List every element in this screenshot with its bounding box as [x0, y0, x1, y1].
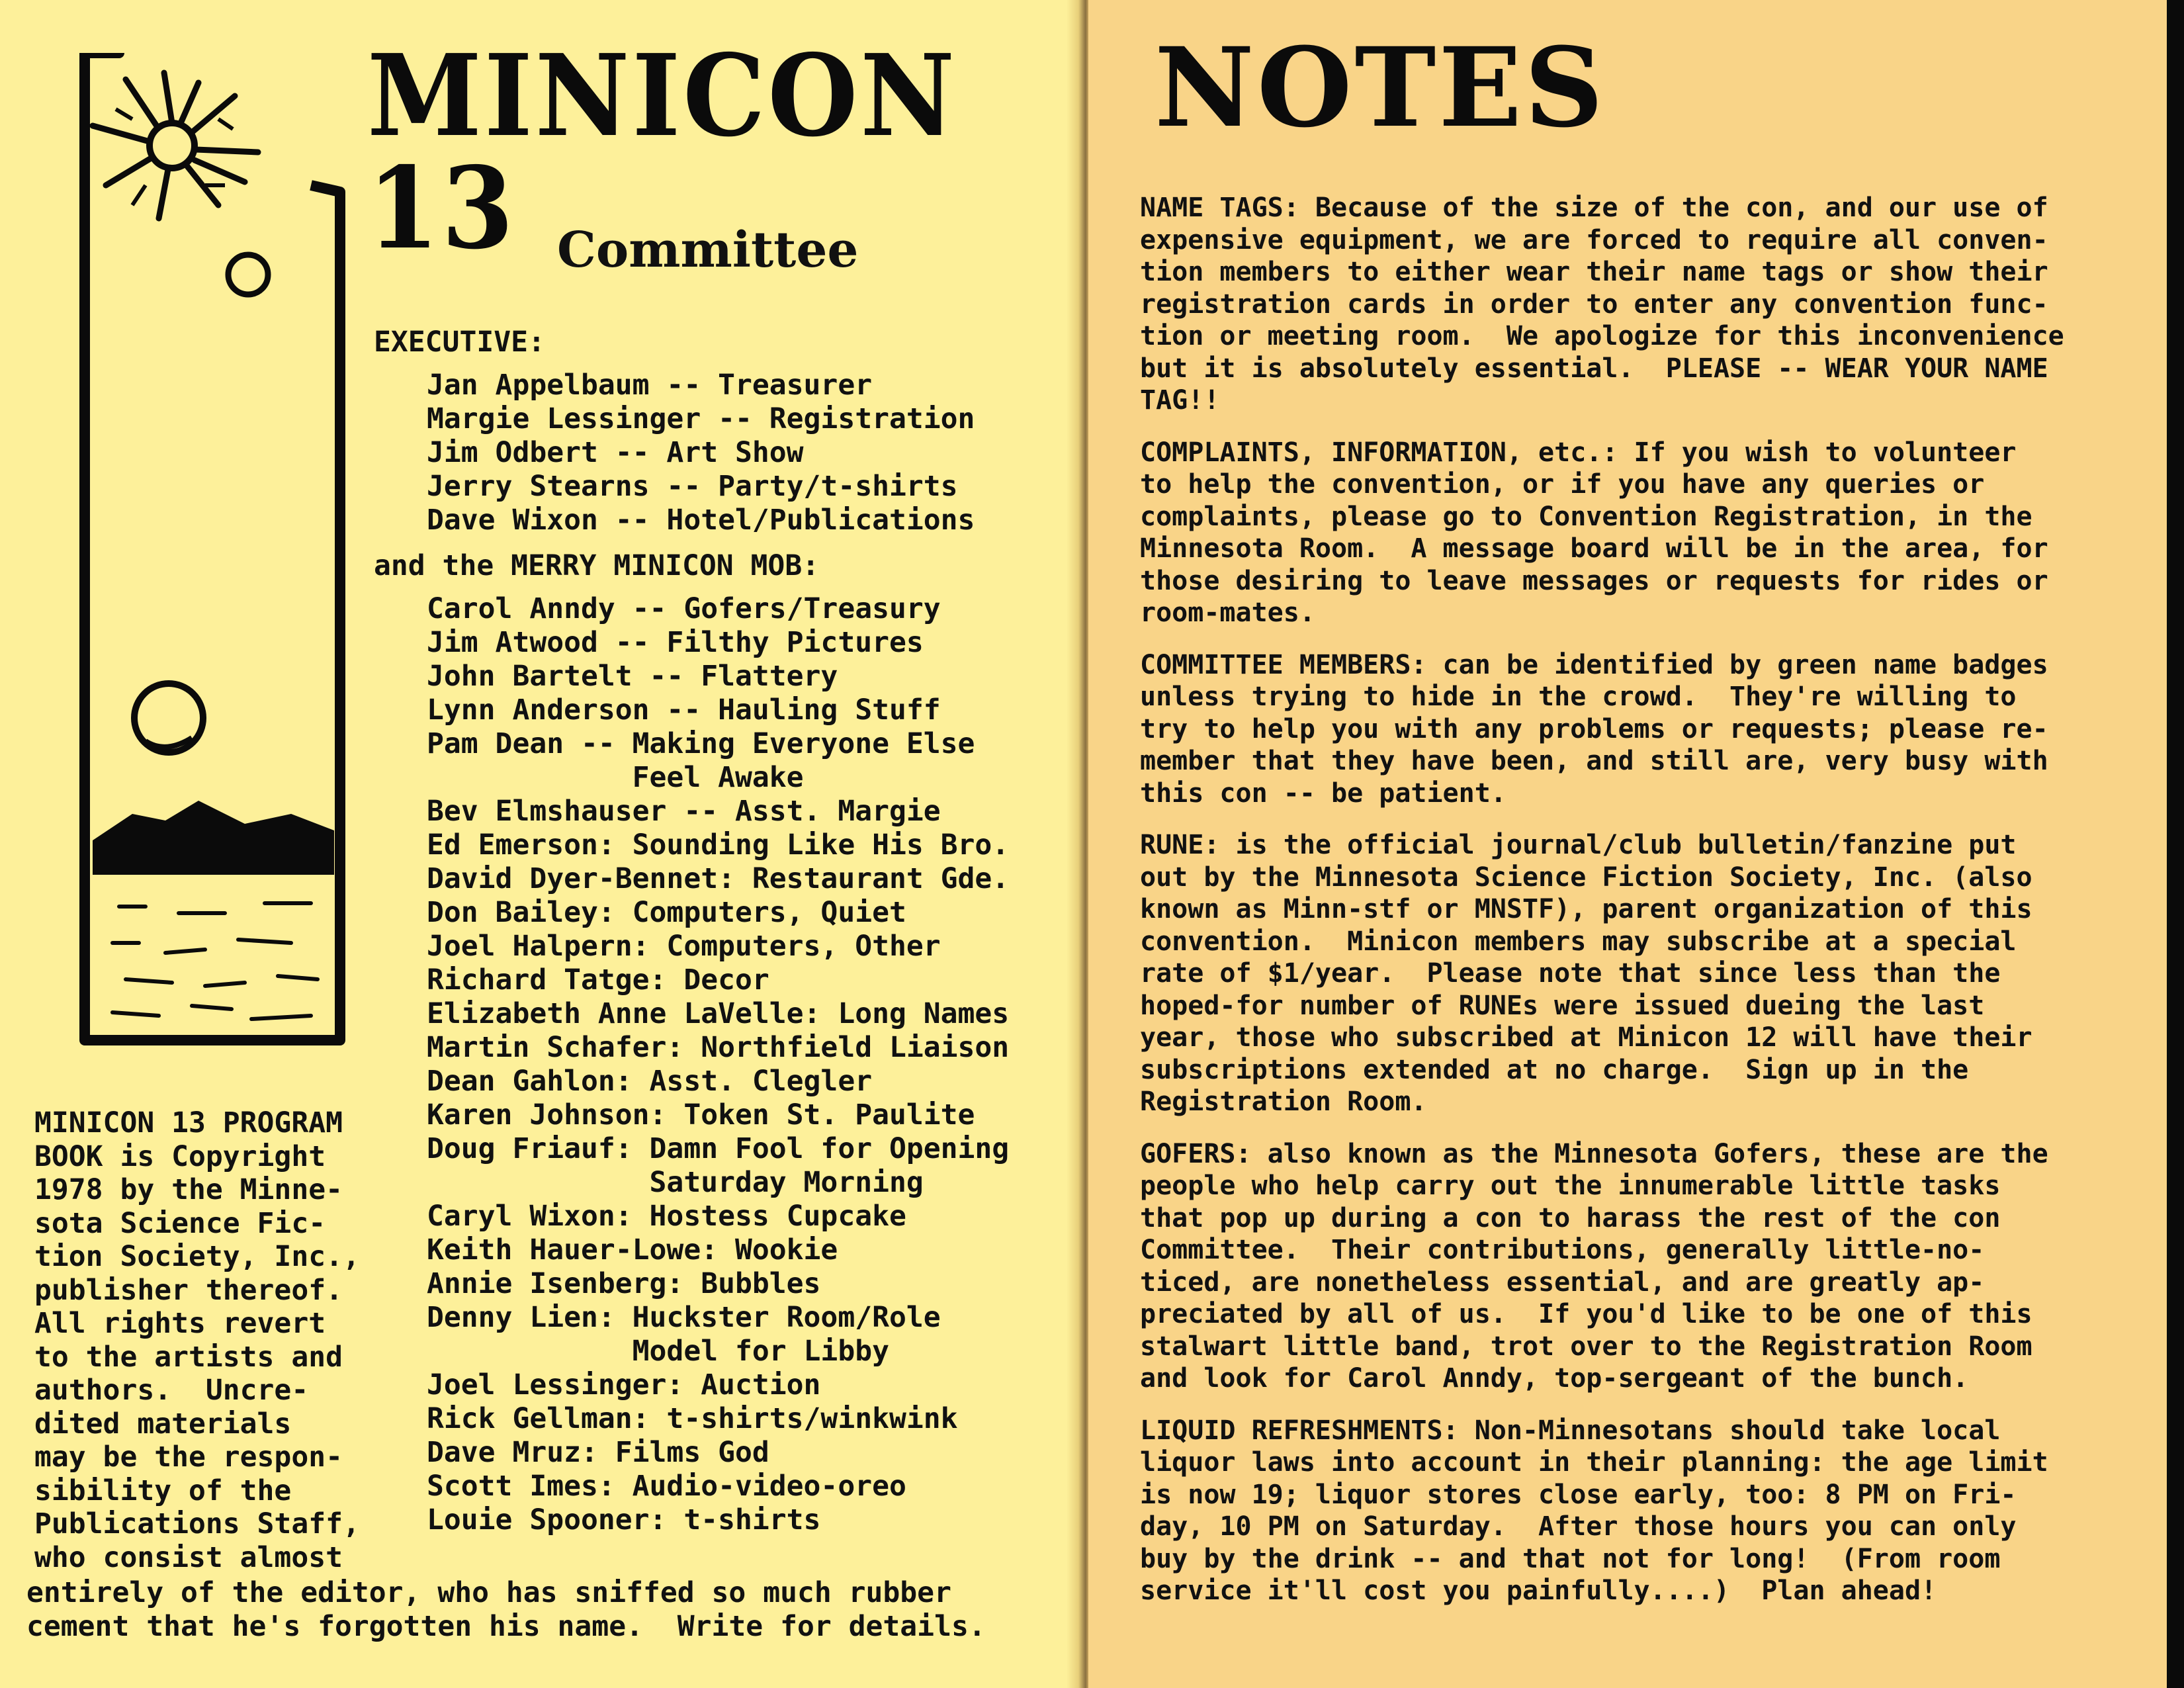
mob-entry: Dave Mruz: Films God	[427, 1436, 769, 1469]
note-name-tags: NAME TAGS: Because of the size of the con, and our use of expensive equipment, we are forced to require all conven- tion members to either wear their name tags or show their registration cards in order to enter any convention func- tion or meeting room. We apologize for this inconvenience but it is absolutely essential. PLEASE -- WEAR YOUR NAME TAG!!	[1140, 193, 2064, 416]
mob-entry: Ed Emerson: Sounding Like His Bro.	[427, 828, 1010, 862]
mob-entry: Joel Lessinger: Auction	[427, 1368, 821, 1401]
committee-list	[374, 326, 1075, 1537]
mob-entry: Keith Hauer-Lowe: Wookie	[427, 1233, 838, 1266]
mob-entry: Lynn Anderson -- Hauling Stuff	[427, 693, 941, 727]
water-ripples	[112, 903, 318, 1019]
small-moon-icon	[228, 255, 268, 294]
note-complaints: COMPLAINTS, INFORMATION, etc.: If you wish to volunteer to help the convention, or if you have any queries or complaints, please go to Convention Registration, in the Minnesota Room. A message board will be in the area, for those desiring to leave messages or requests for rides or room-mates.	[1140, 437, 2048, 628]
mob-entry: Annie Isenberg: Bubbles	[427, 1267, 821, 1300]
note-gofers: GOFERS: also known as the Minnesota Gofers, these are the people who help carry out the innumerable little tasks that pop up during a con to harass the rest of the con Committee. Their contributions, generally little-no- ticed, are nonetheless essential, and are greatly ap- preciated by all of us. If you'd like to be one of this stalwart little band, trot over to the Registration Room and look for Carol Anndy, top-sergeant of the bunch.	[1140, 1138, 2048, 1394]
mob-entry: Louie Spooner: t-shirts	[427, 1503, 821, 1536]
mob-entry: Pam Dean -- Making Everyone Else	[427, 727, 975, 760]
mob-entry: Don Bailey: Computers, Quiet	[427, 896, 906, 929]
executive-entry: Dave Wixon -- Hotel/Publications	[427, 504, 975, 537]
mob-entry: Martin Schafer: Northfield Liaison	[427, 1031, 1010, 1064]
mob-entry: Bev Elmshauser -- Asst. Margie	[427, 795, 941, 828]
left-page	[0, 0, 1082, 1688]
mob-entry: Elizabeth Anne LaVelle: Long Names	[427, 997, 1010, 1030]
right-page	[1088, 0, 2184, 1688]
mob-entry: Scott Imes: Audio-video-oreo	[427, 1470, 906, 1503]
large-moon-icon	[134, 684, 203, 752]
mob-entry: David Dyer-Bennet: Restaurant Gde.	[427, 862, 1010, 895]
committee-heading: Committee	[557, 222, 859, 279]
mob-list	[374, 592, 1075, 1537]
mob-entry: Rick Gellman: t-shirts/winkwink	[427, 1402, 958, 1435]
mob-entry: Dean Gahlon: Asst. Clegler	[427, 1065, 873, 1098]
mob-entry: Feel Awake	[427, 761, 804, 794]
mob-entry: Denny Lien: Huckster Room/Role	[427, 1301, 941, 1334]
mob-entry: Doug Friauf: Damn Fool for Opening	[427, 1132, 1010, 1165]
copyright-notice-continued: entirely of the editor, who has sniffed so much rubber cement that he's forgotten his name. Write for details.	[26, 1576, 986, 1643]
mob-entry: Model for Libby	[427, 1335, 889, 1368]
space-scene-illustration	[73, 53, 357, 1052]
mob-entry: Jim Atwood -- Filthy Pictures	[427, 626, 924, 659]
executive-heading: EXECUTIVE:	[374, 326, 545, 359]
page-title-notes: NOTES	[1155, 23, 1606, 152]
mob-heading: and the MERRY MINICON MOB:	[374, 549, 820, 582]
note-liquid-refreshments: LIQUID REFRESHMENTS: Non-Minnesotans should take local liquor laws into account in their planning: the age limit is now 19; liquor stores close early, too: 8 PM on Fri- day, 10 PM on Saturday. After those hours you can only buy by the drink -- and that not for long! (From room service it'll cost you painfully....) Plan ahead!	[1140, 1415, 2048, 1606]
mob-entry: Joel Halpern: Computers, Other	[427, 930, 941, 963]
mob-entry: John Bartelt -- Flattery	[427, 660, 838, 693]
mob-entry: Karen Johnson: Token St. Paulite	[427, 1098, 975, 1132]
executive-entry: Jan Appelbaum -- Treasurer	[427, 369, 873, 402]
mob-entry: Richard Tatge: Decor	[427, 963, 769, 997]
executive-entry: Jim Odbert -- Art Show	[427, 436, 804, 469]
starburst-icon	[93, 73, 258, 218]
notes-body	[1140, 192, 2146, 1627]
note-rune: RUNE: is the official journal/club bulletin/fanzine put out by the Minnesota Science Fiction Society, Inc. (also known as Minn-stf or MNSTF), parent organization of this convention. Minicon members may subscribe at a special rate of $1/year. Please note that since less than the hoped-for number of RUNEs were issued dueing the last year, those who subscribed at Minicon 12 will have their subscriptions extended at no charge. Sign up in the Registration Room.	[1140, 830, 2032, 1117]
executive-entry: Margie Lessinger -- Registration	[427, 402, 975, 435]
mob-entry: Carol Anndy -- Gofers/Treasury	[427, 592, 941, 625]
page-title-minicon: MINICON 13	[367, 30, 957, 275]
copyright-notice: MINICON 13 PROGRAM BOOK is Copyright 1978 by the Minne- sota Science Fic- tion Society, Inc., publisher thereof. All rights revert to the artists and authors. Uncre- dited materials may be the respon- sibility of the Publications Staff, who consist almost	[34, 1106, 360, 1574]
executive-list	[374, 369, 1075, 537]
mob-entry: Saturday Morning	[427, 1166, 924, 1199]
mob-entry: Caryl Wixon: Hostess Cupcake	[427, 1200, 906, 1233]
note-committee-members: COMMITTEE MEMBERS: can be identified by green name badges unless trying to hide in the crowd. They're willing to try to help you with any problems or requests; please re- member that they have been, and still are, very busy with this con -- be patient.	[1140, 649, 2048, 809]
executive-entry: Jerry Stearns -- Party/t-shirts	[427, 470, 958, 503]
